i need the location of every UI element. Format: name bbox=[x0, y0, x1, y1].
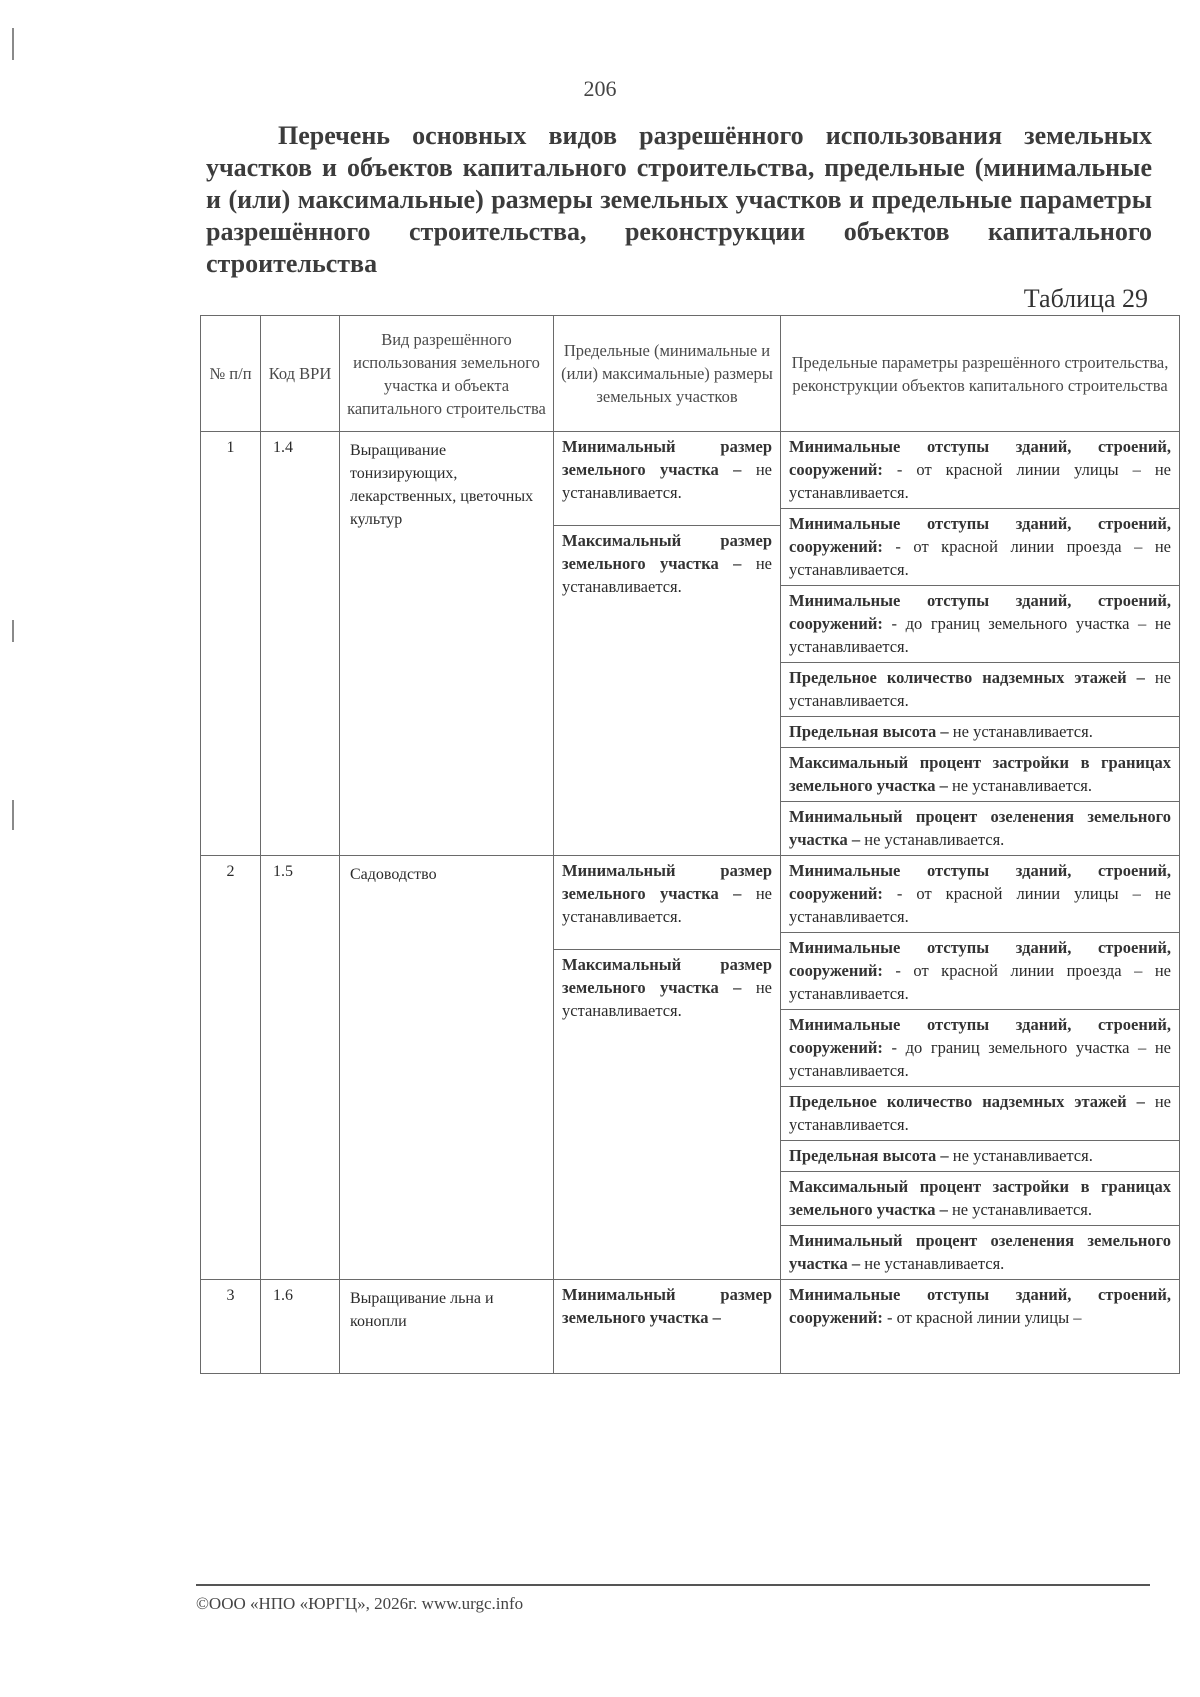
row-land-use-kind: Садоводство bbox=[340, 856, 554, 1280]
row-size-limits bbox=[554, 1280, 781, 1374]
document-title: Перечень основных видов разрешённого использования земельных участков и объектов капитального строительства, предельные (минимальные и (или) максимальные) размеры земельных участков и предельные параметры разрешённого строительства, реконструкции объектов капитального строительства bbox=[206, 121, 1152, 278]
build-param-item-heading: Минимальный процент озеленения земельного участка – bbox=[789, 807, 1171, 849]
row-size-limits bbox=[554, 856, 781, 1280]
row-size-limits bbox=[554, 432, 781, 856]
build-param-item-value: не устанавливается. bbox=[951, 1200, 1093, 1219]
build-param-item bbox=[781, 1172, 1179, 1226]
build-param-item-value: не устанавливается. bbox=[789, 668, 1171, 710]
build-param-item bbox=[781, 1280, 1179, 1333]
build-param-item-value: - до границ земельного участка – не устанавливается. bbox=[789, 614, 1171, 656]
row-build-params bbox=[781, 1280, 1180, 1374]
table-caption: Таблица 29 bbox=[1023, 284, 1148, 313]
sizes-list bbox=[554, 432, 780, 619]
col-header-params: Предельные параметры разрешённого строительства, реконструкции объектов капитального строительства bbox=[781, 316, 1180, 432]
build-param-item-value: не устанавливается. bbox=[789, 1092, 1171, 1134]
build-param-item-value: - от красной линии улицы – не устанавливается. bbox=[789, 460, 1171, 502]
build-param-item bbox=[781, 1141, 1179, 1172]
size-limit-item-heading: Минимальный размер земельного участка – bbox=[562, 437, 772, 479]
size-limit-item bbox=[554, 856, 780, 950]
build-param-item bbox=[781, 586, 1179, 663]
build-param-item-heading: Предельная высота – bbox=[789, 1146, 949, 1165]
sizes-list bbox=[554, 1280, 780, 1373]
build-param-item-value: не устанавливается. bbox=[864, 830, 1005, 849]
size-limit-item bbox=[554, 1280, 780, 1373]
footer-copyright: ©ООО «НПО «ЮРГЦ», 2026г. www.urgc.info bbox=[196, 1594, 524, 1613]
scan-margin-mark bbox=[12, 28, 14, 60]
row-number: 2 bbox=[201, 856, 261, 1280]
table-row bbox=[201, 856, 1180, 1280]
size-limit-item bbox=[554, 526, 780, 619]
size-limit-item-heading: Минимальный размер земельного участка – bbox=[562, 1285, 772, 1327]
size-limit-item-value: не устанавливается. bbox=[562, 460, 772, 502]
build-param-item bbox=[781, 802, 1179, 855]
build-param-item bbox=[781, 748, 1179, 802]
size-limit-item-value: не устанавливается. bbox=[562, 554, 772, 596]
scan-margin-mark bbox=[12, 620, 14, 642]
land-use-table bbox=[200, 315, 1180, 1374]
row-build-params bbox=[781, 856, 1180, 1280]
build-param-item bbox=[781, 1087, 1179, 1141]
build-param-item-heading: Предельное количество надземных этажей – bbox=[789, 668, 1145, 687]
build-param-item-heading: Минимальные отступы зданий, строений, сооружений: bbox=[789, 591, 1171, 633]
table-header-row bbox=[201, 316, 1180, 432]
build-param-item-value: - до границ земельного участка – не устанавливается. bbox=[789, 1038, 1171, 1080]
col-header-num: № п/п bbox=[201, 316, 261, 432]
col-header-kind: Вид разрешённого использования земельного участка и объекта капитального строительства bbox=[340, 316, 554, 432]
table-body bbox=[201, 432, 1180, 1374]
build-param-item bbox=[781, 717, 1179, 748]
row-code: 1.4 bbox=[261, 432, 340, 856]
build-param-item-value: - от красной линии проезда – не устанавливается. bbox=[789, 961, 1172, 1003]
size-limit-item-value: не устанавливается. bbox=[562, 884, 772, 926]
params-list bbox=[781, 432, 1179, 855]
build-param-item-heading: Предельная высота – bbox=[789, 722, 949, 741]
build-param-item-heading: Минимальные отступы зданий, строений, сооружений: bbox=[789, 514, 1171, 556]
size-limit-item-value: не устанавливается. bbox=[562, 978, 772, 1020]
build-param-item-heading: Максимальный процент застройки в границах земельного участка – bbox=[789, 1177, 1171, 1219]
table-row bbox=[201, 432, 1180, 856]
build-param-item bbox=[781, 1226, 1179, 1279]
build-param-item bbox=[781, 432, 1179, 509]
sizes-list bbox=[554, 856, 780, 1043]
row-code: 1.6 bbox=[261, 1280, 340, 1374]
footer-divider bbox=[196, 1584, 1150, 1586]
page-number: 206 bbox=[583, 76, 617, 101]
build-param-item-value: - от красной линии улицы – не устанавливается. bbox=[789, 884, 1171, 926]
build-param-item-value: не устанавливается. bbox=[952, 1146, 1093, 1165]
build-param-item-heading: Минимальные отступы зданий, строений, сооружений: bbox=[789, 938, 1171, 980]
build-param-item-value: не устанавливается. bbox=[952, 722, 1093, 741]
build-param-item-value: не устанавливается. bbox=[864, 1254, 1005, 1273]
size-limit-item-heading: Минимальный размер земельного участка – bbox=[562, 861, 772, 903]
size-limit-item-heading: Максимальный размер земельного участка – bbox=[562, 955, 772, 997]
build-param-item-heading: Минимальные отступы зданий, строений, сооружений: bbox=[789, 437, 1171, 479]
params-list bbox=[781, 1280, 1179, 1333]
row-number: 1 bbox=[201, 432, 261, 856]
scan-margin-mark bbox=[12, 800, 14, 830]
size-limit-item bbox=[554, 950, 780, 1043]
col-header-code: Код ВРИ bbox=[261, 316, 340, 432]
row-build-params bbox=[781, 432, 1180, 856]
build-param-item-heading: Минимальный процент озеленения земельного участка – bbox=[789, 1231, 1171, 1273]
build-param-item bbox=[781, 856, 1179, 933]
build-param-item bbox=[781, 509, 1179, 586]
build-param-item bbox=[781, 1010, 1179, 1087]
build-param-item bbox=[781, 663, 1179, 717]
size-limit-item bbox=[554, 432, 780, 526]
build-param-item-heading: Максимальный процент застройки в границах земельного участка – bbox=[789, 753, 1171, 795]
build-param-item-value: - от красной линии улицы – bbox=[887, 1308, 1082, 1327]
build-param-item-value: - от красной линии проезда – не устанавливается. bbox=[789, 537, 1172, 579]
build-param-item-heading: Минимальные отступы зданий, строений, сооружений: bbox=[789, 861, 1171, 903]
col-header-sizes: Предельные (минимальные и (или) максимальные) размеры земельных участков bbox=[554, 316, 781, 432]
build-param-item-heading: Предельное количество надземных этажей – bbox=[789, 1092, 1145, 1111]
row-land-use-kind: Выращивание тонизирующих, лекарственных, цветочных культур bbox=[340, 432, 554, 856]
build-param-item-heading: Минимальные отступы зданий, строений, сооружений: bbox=[789, 1285, 1171, 1327]
build-param-item-value: не устанавливается. bbox=[951, 776, 1093, 795]
table-row bbox=[201, 1280, 1180, 1374]
build-param-item-heading: Минимальные отступы зданий, строений, сооружений: bbox=[789, 1015, 1171, 1057]
params-list bbox=[781, 856, 1179, 1279]
build-param-item bbox=[781, 933, 1179, 1010]
size-limit-item-heading: Максимальный размер земельного участка – bbox=[562, 531, 772, 573]
row-land-use-kind: Выращивание льна и конопли bbox=[340, 1280, 554, 1374]
row-number: 3 bbox=[201, 1280, 261, 1374]
row-code: 1.5 bbox=[261, 856, 340, 1280]
